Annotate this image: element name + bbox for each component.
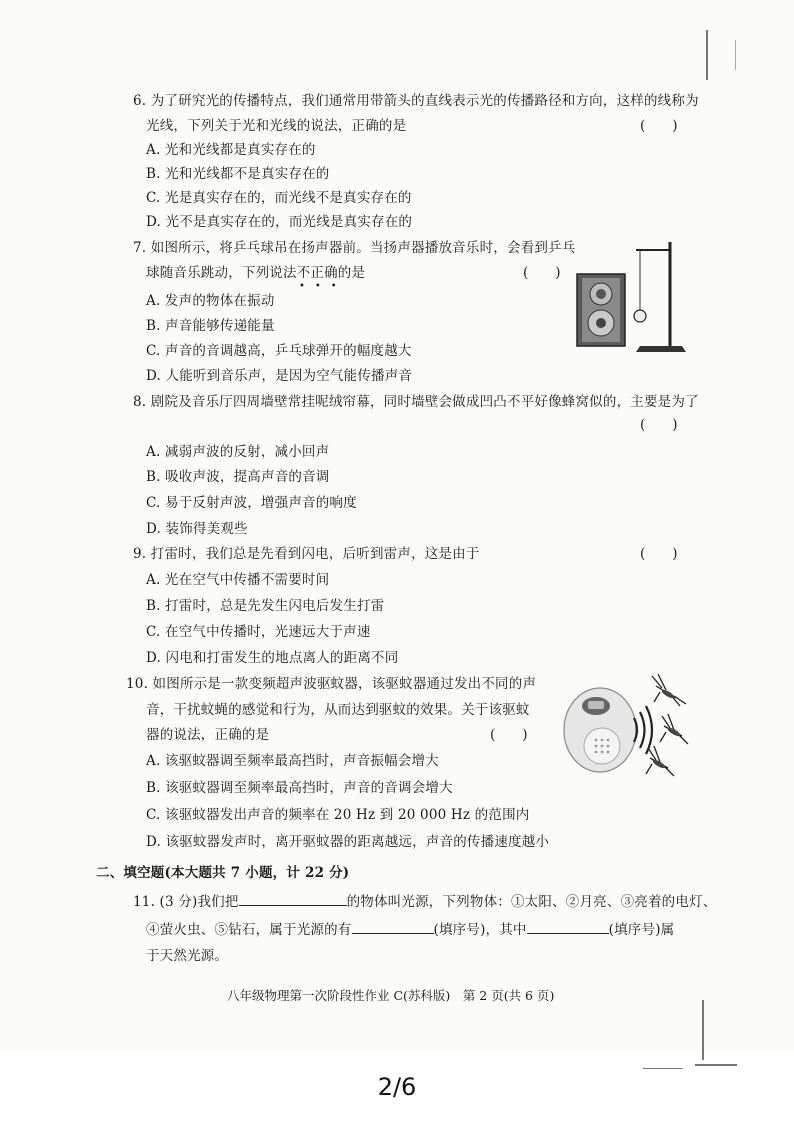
q6-stem-line1: 6. 为了研究光的传播特点，我们通常用带箭头的直线表示光的传播路径和方向，这样的线称为 xyxy=(133,93,699,109)
q9-option-a: A. 光在空气中传播不需要时间 xyxy=(146,572,330,588)
scan-edge-mark xyxy=(735,40,736,70)
emphasis-dots: • • • xyxy=(299,281,337,292)
q6-answer-bracket[interactable]: ( ) xyxy=(640,118,678,134)
q9-option-d: D. 闪电和打雷发生的地点离人的距离不同 xyxy=(146,650,399,666)
q8-answer-bracket[interactable]: ( ) xyxy=(640,417,678,433)
q9-option-b: B. 打雷时，总是先发生闪电后发生打雷 xyxy=(146,598,385,614)
scan-edge-mark xyxy=(702,1000,704,1060)
scan-edge-mark xyxy=(706,30,708,80)
q10-option-c: C. 该驱蚊器发出声音的频率在 20 Hz 到 20 000 Hz 的范围内 xyxy=(146,807,530,823)
q11-line1 xyxy=(133,891,716,911)
scan-edge-mark xyxy=(695,1064,737,1066)
q8-stem-line1: 8. 剧院及音乐厅四周墙壁常挂呢绒帘幕，同时墙壁会做成凹凸不平好像蜂窝似的，主要是为了 xyxy=(133,394,699,410)
q8-option-a: A. 减弱声波的反射，减小回声 xyxy=(146,444,330,460)
q10-stem-line1: 10. 如图所示是一款变频超声波驱蚊器，该驱蚊器通过发出不同的声 xyxy=(126,676,537,692)
q11-blank-2[interactable] xyxy=(352,919,434,934)
mosquito-repeller-figure xyxy=(552,670,692,782)
q6-option-c: C. 光是真实存在的，而光线不是真实存在的 xyxy=(146,190,412,206)
q6-option-a: A. 光和光线都是真实存在的 xyxy=(146,142,316,158)
q9-option-c: C. 在空气中传播时，光速远大于声速 xyxy=(146,624,371,640)
sheet-footer: 八年级物理第一次阶段性作业 C(苏科版) 第 2 页(共 6 页) xyxy=(227,988,555,1003)
q11-text-1b: 的物体叫光源，下列物体：①太阳、②月亮、③亮着的电灯、 xyxy=(346,894,717,910)
q7-option-a: A. 发声的物体在振动 xyxy=(146,293,275,309)
q8-option-c: C. 易于反射声波，增强声音的响度 xyxy=(146,495,357,511)
q8-option-b: B. 吸收声波，提高声音的音调 xyxy=(146,469,330,485)
q9-stem-line1: 9. 打雷时，我们总是先看到闪电，后听到雷声，这是由于 xyxy=(133,546,480,562)
speaker-ping-pong-figure xyxy=(574,238,690,358)
q11-line3: 于天然光源。 xyxy=(146,948,229,964)
q8-option-d: D. 装饰得美观些 xyxy=(146,521,248,537)
q7-option-d: D. 人能听到音乐声，是因为空气能传播声音 xyxy=(146,368,413,384)
q10-stem-line2: 音，干扰蚊蝇的感觉和行为，从而达到驱蚊的效果。关于该驱蚊 xyxy=(146,702,530,718)
q11-line2 xyxy=(146,919,674,939)
q6-option-b: B. 光和光线都不是真实存在的 xyxy=(146,166,330,182)
q7-option-c: C. 声音的音调越高，乒乓球弹开的幅度越大 xyxy=(146,343,412,359)
q10-stem-line3: 器的说法，正确的是 xyxy=(146,727,270,743)
section2-title: 二、填空题(本大题共 7 小题，计 22 分) xyxy=(96,865,350,881)
q7-option-b: B. 声音能够传递能量 xyxy=(146,318,275,334)
scan-edge-mark xyxy=(643,1068,683,1069)
q7-stem-line2: 球随音乐跳动，下列说法不正确的是 xyxy=(146,265,366,281)
q11-text-2a: ④萤火虫、⑤钻石，属于光源的有 xyxy=(146,922,352,938)
q7-stem-line1: 7. 如图所示，将乒乓球吊在扬声器前。当扬声器播放音乐时，会看到乒乓 xyxy=(133,240,576,256)
q11-text-1a: 11. (3 分)我们把 xyxy=(133,894,239,910)
q7-answer-bracket[interactable]: ( ) xyxy=(523,265,561,281)
q11-blank-3[interactable] xyxy=(527,919,609,934)
q11-text-2c: (填序号)属 xyxy=(608,922,675,938)
q10-option-b: B. 该驱蚊器调至频率最高挡时，声音的音调会增大 xyxy=(146,780,453,796)
q9-answer-bracket[interactable]: ( ) xyxy=(640,546,678,562)
q11-blank-1[interactable] xyxy=(239,891,347,906)
q6-option-d: D. 光不是真实存在的，而光线是真实存在的 xyxy=(146,214,413,230)
q6-stem-line2: 光线，下列关于光和光线的说法，正确的是 xyxy=(146,118,407,134)
page-indicator: 2/6 xyxy=(377,1073,417,1101)
q10-option-d: D. 该驱蚊器发声时，离开驱蚊器的距离越远，声音的传播速度越小 xyxy=(146,834,550,850)
q11-text-2b: (填序号)，其中 xyxy=(433,922,527,938)
q10-answer-bracket[interactable]: ( ) xyxy=(490,727,528,743)
q10-option-a: A. 该驱蚊器调至频率最高挡时，声音振幅会增大 xyxy=(146,753,439,769)
